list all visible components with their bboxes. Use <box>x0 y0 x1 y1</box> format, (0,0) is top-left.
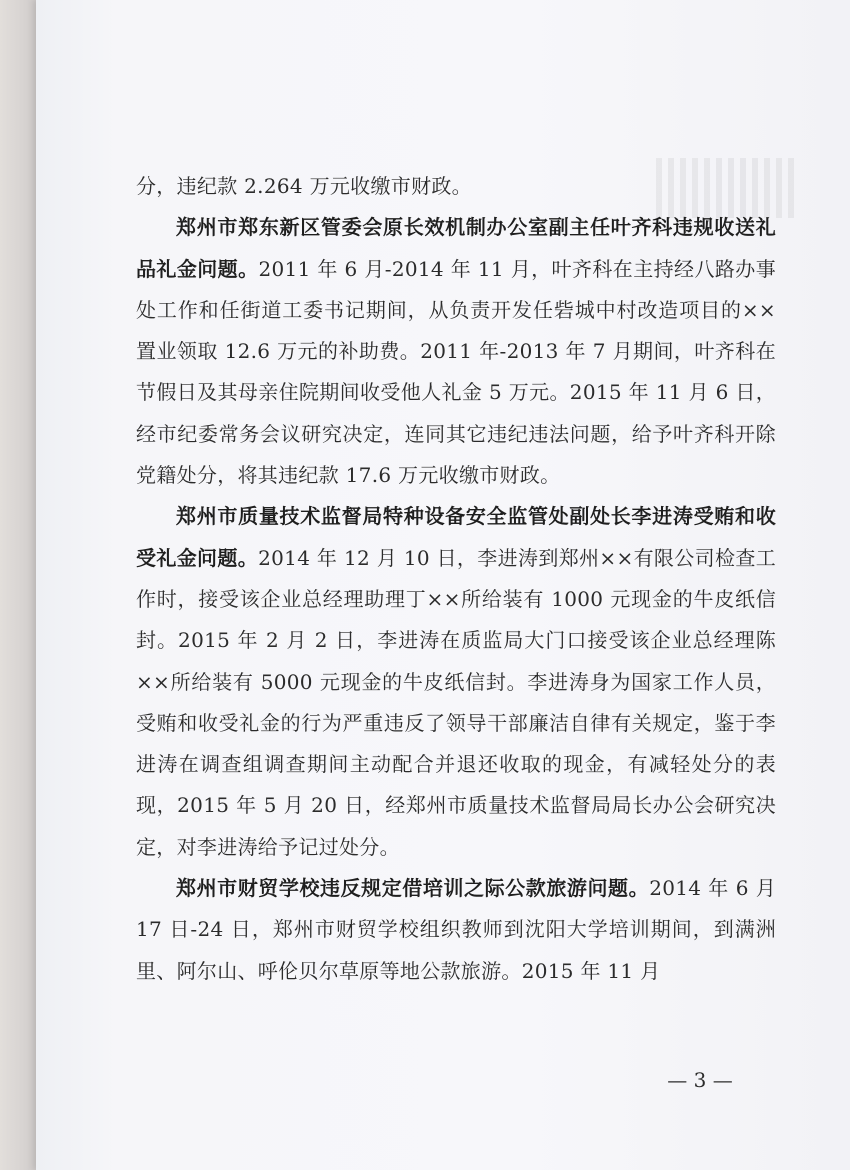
paragraph-2 <box>136 207 776 496</box>
document-body <box>136 166 776 992</box>
paragraph-3-heading: 郑州市质量技术监督局特种设备安全监管处副处长李进涛受贿和收受礼金问题。 <box>136 504 776 570</box>
paragraph-4-body: 2014 年 6 月 17 日-24 日，郑州市财贸学校组织教师到沈阳大学培训期间，到满洲里、阿尔山、呼伦贝尔草原等地公款旅游。2015 年 11 月 <box>136 876 776 983</box>
paragraph-4 <box>136 868 776 992</box>
paragraph-3 <box>136 496 776 868</box>
paragraph-1 <box>136 166 776 207</box>
page-number: — 3 — <box>667 1068 733 1092</box>
page-edge <box>0 0 36 1170</box>
paragraph-2-heading: 郑州市郑东新区管委会原长效机制办公室副主任叶齐科违规收送礼品礼金问题。 <box>136 215 776 281</box>
paragraph-3-body: 2014 年 12 月 10 日，李进涛到郑州××有限公司检查工作时，接受该企业总经理助理丁××所给装有 1000 元现金的牛皮纸信封。2015 年 2 月 2 日，李进涛在质监局大门口接受该企业总经理陈××所给装有 5000 元现金的牛皮纸信封。李进涛身为国家工作人员，受贿和收受礼金的行为严重违反了领导干部廉洁自律有关规定，鉴于李进涛在调查组调查期间主动配合并退还收取的现金，有减轻处分的表现，2015 年 5 月 20 日，经郑州市质量技术监督局局长办公会研究决定，对李进涛给予记过处分。 <box>136 545 776 859</box>
paragraph-4-heading: 郑州市财贸学校违反规定借培训之际公款旅游问题。 <box>176 876 650 901</box>
paragraph-1-body: 分，违纪款 2.264 万元收缴市财政。 <box>136 174 472 198</box>
paragraph-2-body: 2011 年 6 月-2014 年 11 月，叶齐科在主持经八路办事处工作和任街道工委书记期间，从负责开发任砦城中村改造项目的××置业领取 12.6 万元的补助费。2011 年-2013 年 7 月期间，叶齐科在节假日及其母亲住院期间收受他人礼金 5 万元。2015 年 11 月 6 日，经市纪委常务会议研究决定，连同其它违纪违法问题，给予叶齐科开除党籍处分，将其违纪款 17.6 万元收缴市财政。 <box>136 256 776 488</box>
